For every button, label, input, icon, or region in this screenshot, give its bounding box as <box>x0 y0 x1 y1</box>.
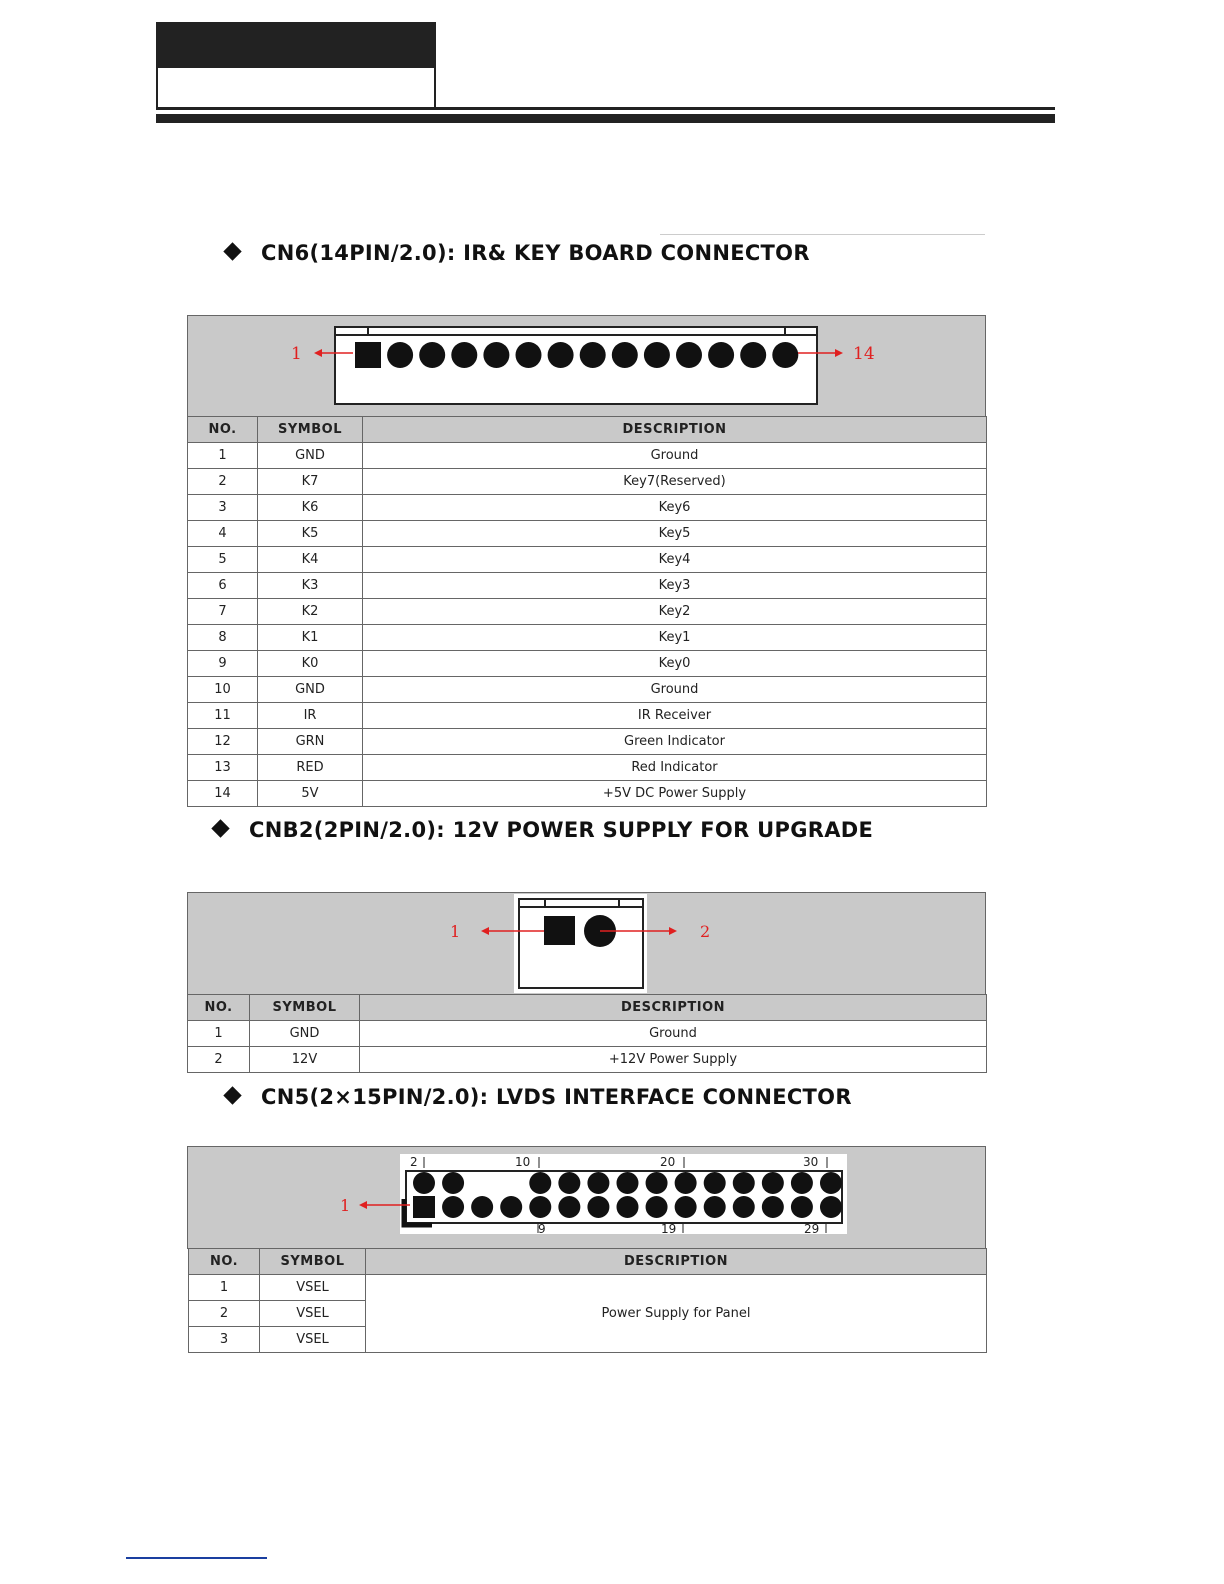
cell-symbol: VSEL <box>260 1327 366 1353</box>
cell-symbol: RED <box>258 755 363 781</box>
cn5-bottom-label: 19 <box>661 1222 677 1236</box>
pin-round <box>387 342 413 368</box>
cnb2-connector-diagram <box>188 893 987 996</box>
table-row <box>188 781 987 807</box>
cn5-diagram-panel <box>187 1146 986 1249</box>
pin-round <box>587 1172 609 1194</box>
pin-round <box>500 1196 522 1218</box>
faint-rule <box>660 234 985 235</box>
cell-symbol: K0 <box>258 651 363 677</box>
col-header-no: NO. <box>188 995 250 1021</box>
table-row <box>188 547 987 573</box>
pin-round <box>442 1172 464 1194</box>
col-header-description: DESCRIPTION <box>363 417 987 443</box>
col-header-symbol: SYMBOL <box>258 417 363 443</box>
pin-round <box>708 342 734 368</box>
bullet-diamond-icon <box>223 242 241 260</box>
header-box <box>156 68 436 110</box>
pin-round <box>612 342 638 368</box>
cell-no: 1 <box>188 1021 250 1047</box>
cell-description: +5V DC Power Supply <box>363 781 987 807</box>
cell-symbol: K6 <box>258 495 363 521</box>
cell-symbol: GND <box>258 443 363 469</box>
cell-no: 8 <box>188 625 258 651</box>
cell-no: 11 <box>188 703 258 729</box>
cell-no: 6 <box>188 573 258 599</box>
pin-round <box>558 1172 580 1194</box>
table-row <box>188 443 987 469</box>
pin-round <box>762 1196 784 1218</box>
header-dark-bar <box>156 22 436 68</box>
table-row <box>188 495 987 521</box>
section-title-cn6: CN6(14PIN/2.0): IR& KEY BOARD CONNECTOR <box>226 241 810 265</box>
cell-no: 5 <box>188 547 258 573</box>
table-row <box>188 729 987 755</box>
col-header-symbol: SYMBOL <box>250 995 360 1021</box>
section-title-cnb2: CNB2(2PIN/2.0): 12V POWER SUPPLY FOR UPGRADE <box>214 818 873 842</box>
pin-round <box>646 1196 668 1218</box>
pin-round <box>616 1172 638 1194</box>
pin-round <box>529 1172 551 1194</box>
cell-no: 3 <box>189 1327 260 1353</box>
cn5-bottom-label: 29 <box>804 1222 820 1236</box>
table-row <box>188 625 987 651</box>
table-row <box>188 469 987 495</box>
cell-description: Key1 <box>363 625 987 651</box>
cell-no: 1 <box>189 1275 260 1301</box>
cell-no: 12 <box>188 729 258 755</box>
pin-round <box>529 1196 551 1218</box>
cn5-label-left: 1 <box>340 1196 351 1215</box>
cell-no: 7 <box>188 599 258 625</box>
col-header-no: NO. <box>188 417 258 443</box>
cn5-top-label: 2 <box>410 1155 418 1169</box>
col-header-description: DESCRIPTION <box>366 1249 987 1275</box>
cn5-bottom-label: 9 <box>538 1222 546 1236</box>
pin-round <box>413 1172 435 1194</box>
cnb2-label-left: 1 <box>450 922 461 941</box>
cell-no: 14 <box>188 781 258 807</box>
table-row <box>188 1021 987 1047</box>
cell-no: 9 <box>188 651 258 677</box>
cell-symbol: 12V <box>250 1047 360 1073</box>
cell-symbol: K4 <box>258 547 363 573</box>
pin-round <box>772 342 798 368</box>
cell-description: Ground <box>360 1021 987 1047</box>
pin-round <box>704 1172 726 1194</box>
pin-round <box>791 1196 813 1218</box>
cell-description: Green Indicator <box>363 729 987 755</box>
cell-no: 10 <box>188 677 258 703</box>
cell-no: 13 <box>188 755 258 781</box>
cell-symbol: K1 <box>258 625 363 651</box>
pin-round <box>820 1196 842 1218</box>
cell-description: +12V Power Supply <box>360 1047 987 1073</box>
pin-round <box>558 1196 580 1218</box>
cell-symbol: GND <box>258 677 363 703</box>
col-header-symbol: SYMBOL <box>260 1249 366 1275</box>
cell-description: Ground <box>363 443 987 469</box>
pin-round <box>675 1196 697 1218</box>
cell-symbol: K3 <box>258 573 363 599</box>
cn5-connector-diagram <box>188 1147 987 1250</box>
pin-round <box>644 342 670 368</box>
section-title-cn5: CN5(2×15PIN/2.0): LVDS INTERFACE CONNECTOR <box>226 1085 852 1109</box>
table-row <box>188 651 987 677</box>
pin-round <box>419 342 445 368</box>
pin-round <box>483 342 509 368</box>
cn5-top-label: 30 <box>803 1155 819 1169</box>
pin-round <box>451 342 477 368</box>
pin-round <box>516 342 542 368</box>
cn5-top-label: 10 <box>515 1155 531 1169</box>
header-block <box>156 22 436 110</box>
cell-description: Key0 <box>363 651 987 677</box>
pin-round <box>587 1196 609 1218</box>
pin-round <box>820 1172 842 1194</box>
cn5-pin-table <box>188 1248 987 1353</box>
cn6-diagram-panel <box>187 315 986 417</box>
pin-round <box>762 1172 784 1194</box>
footer-rule <box>126 1557 267 1559</box>
table-header-row <box>188 995 987 1021</box>
bullet-diamond-icon <box>211 819 229 837</box>
cell-description: Red Indicator <box>363 755 987 781</box>
pin-round <box>646 1172 668 1194</box>
cell-description: Key4 <box>363 547 987 573</box>
cell-description: Power Supply for Panel <box>366 1275 987 1353</box>
cell-description: Key5 <box>363 521 987 547</box>
pin-round <box>548 342 574 368</box>
cn6-label-right: 14 <box>853 344 875 364</box>
pin-round <box>704 1196 726 1218</box>
pin-square <box>413 1196 435 1218</box>
cell-no: 3 <box>188 495 258 521</box>
cell-description: Ground <box>363 677 987 703</box>
table-row <box>188 677 987 703</box>
cn6-pin-table <box>187 416 987 807</box>
pin-round <box>733 1172 755 1194</box>
cell-description: IR Receiver <box>363 703 987 729</box>
pin-round <box>442 1196 464 1218</box>
cnb2-diagram-panel <box>187 892 986 995</box>
col-header-no: NO. <box>189 1249 260 1275</box>
cell-no: 2 <box>189 1301 260 1327</box>
cnb2-label-right: 2 <box>700 922 711 941</box>
pin-round <box>675 1172 697 1194</box>
cell-no: 2 <box>188 469 258 495</box>
cn5-top-label: 20 <box>660 1155 676 1169</box>
table-header-row <box>188 417 987 443</box>
cell-description: Key3 <box>363 573 987 599</box>
header-rule-thick <box>156 114 1055 123</box>
table-row <box>188 703 987 729</box>
cn6-connector-diagram <box>188 316 987 418</box>
cell-symbol: IR <box>258 703 363 729</box>
pin-round <box>740 342 766 368</box>
cell-symbol: 5V <box>258 781 363 807</box>
cell-symbol: VSEL <box>260 1275 366 1301</box>
table-row <box>188 521 987 547</box>
cell-description: Key2 <box>363 599 987 625</box>
pin-square <box>355 342 381 368</box>
cell-description: Key7(Reserved) <box>363 469 987 495</box>
cell-symbol: K5 <box>258 521 363 547</box>
pin-round <box>676 342 702 368</box>
cell-symbol: K7 <box>258 469 363 495</box>
table-row <box>188 1047 987 1073</box>
pin-round <box>733 1196 755 1218</box>
table-row <box>189 1275 987 1301</box>
pin-round <box>791 1172 813 1194</box>
cn6-label-left: 1 <box>291 344 302 364</box>
header-rule-thin <box>156 107 1055 110</box>
cell-no: 4 <box>188 521 258 547</box>
pin-square <box>544 916 575 945</box>
cell-symbol: GRN <box>258 729 363 755</box>
cell-symbol: GND <box>250 1021 360 1047</box>
pin-round <box>580 342 606 368</box>
table-row <box>188 755 987 781</box>
col-header-description: DESCRIPTION <box>360 995 987 1021</box>
bullet-diamond-icon <box>223 1086 241 1104</box>
cnb2-pin-table <box>187 994 987 1073</box>
table-row <box>188 573 987 599</box>
cell-no: 1 <box>188 443 258 469</box>
table-header-row <box>189 1249 987 1275</box>
cell-symbol: VSEL <box>260 1301 366 1327</box>
table-row <box>188 599 987 625</box>
cell-no: 2 <box>188 1047 250 1073</box>
cell-description: Key6 <box>363 495 987 521</box>
pin-round <box>616 1196 638 1218</box>
pin-round <box>471 1196 493 1218</box>
cell-symbol: K2 <box>258 599 363 625</box>
